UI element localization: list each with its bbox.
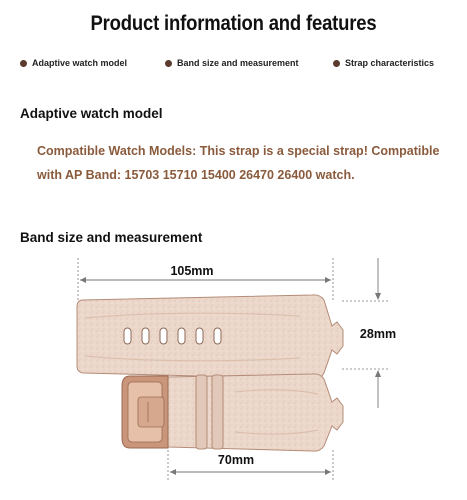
strap-hole xyxy=(124,328,131,344)
strap-hole xyxy=(214,328,221,344)
strap-hole xyxy=(142,328,149,344)
length-label: 105mm xyxy=(170,264,214,278)
length-dimension xyxy=(78,258,333,300)
short-length-dimension xyxy=(168,450,333,480)
compatible-models-line-1: Compatible Watch Models: This strap is a special strap! Compatible xyxy=(37,144,440,158)
band-size-heading: Band size and measurement xyxy=(20,230,203,245)
compatible-models-text xyxy=(37,139,457,187)
strap-keeper xyxy=(196,375,207,449)
page-title: Product information and features xyxy=(90,12,377,35)
bullet-icon xyxy=(165,60,172,67)
upper-strap xyxy=(77,295,343,379)
nav-item-strap-characteristics[interactable] xyxy=(333,58,434,68)
nav-item-label: Adaptive watch model xyxy=(32,58,128,68)
strap-hole xyxy=(160,328,167,344)
strap-diagram xyxy=(0,250,467,500)
nav-item-label: Strap characteristics xyxy=(345,58,435,68)
bullet-icon xyxy=(333,60,340,67)
adaptive-watch-model-heading: Adaptive watch model xyxy=(20,106,163,121)
width-dimension xyxy=(342,258,396,408)
strap-hole xyxy=(196,328,203,344)
nav-item-label: Band size and measurement xyxy=(177,58,299,68)
buckle-icon xyxy=(122,376,168,448)
nav-item-adaptive-watch-model[interactable] xyxy=(20,58,127,68)
compatible-models-line-2: with AP Band: 15703 15710 15400 26470 26400 watch. xyxy=(37,168,355,182)
lower-strap xyxy=(168,374,343,451)
strap-keeper xyxy=(212,375,223,449)
short-length-label: 70mm xyxy=(217,453,255,467)
strap-hole xyxy=(178,328,185,344)
bullet-icon xyxy=(20,60,27,67)
width-label: 28mm xyxy=(359,327,397,341)
nav-item-band-size[interactable] xyxy=(165,58,299,68)
